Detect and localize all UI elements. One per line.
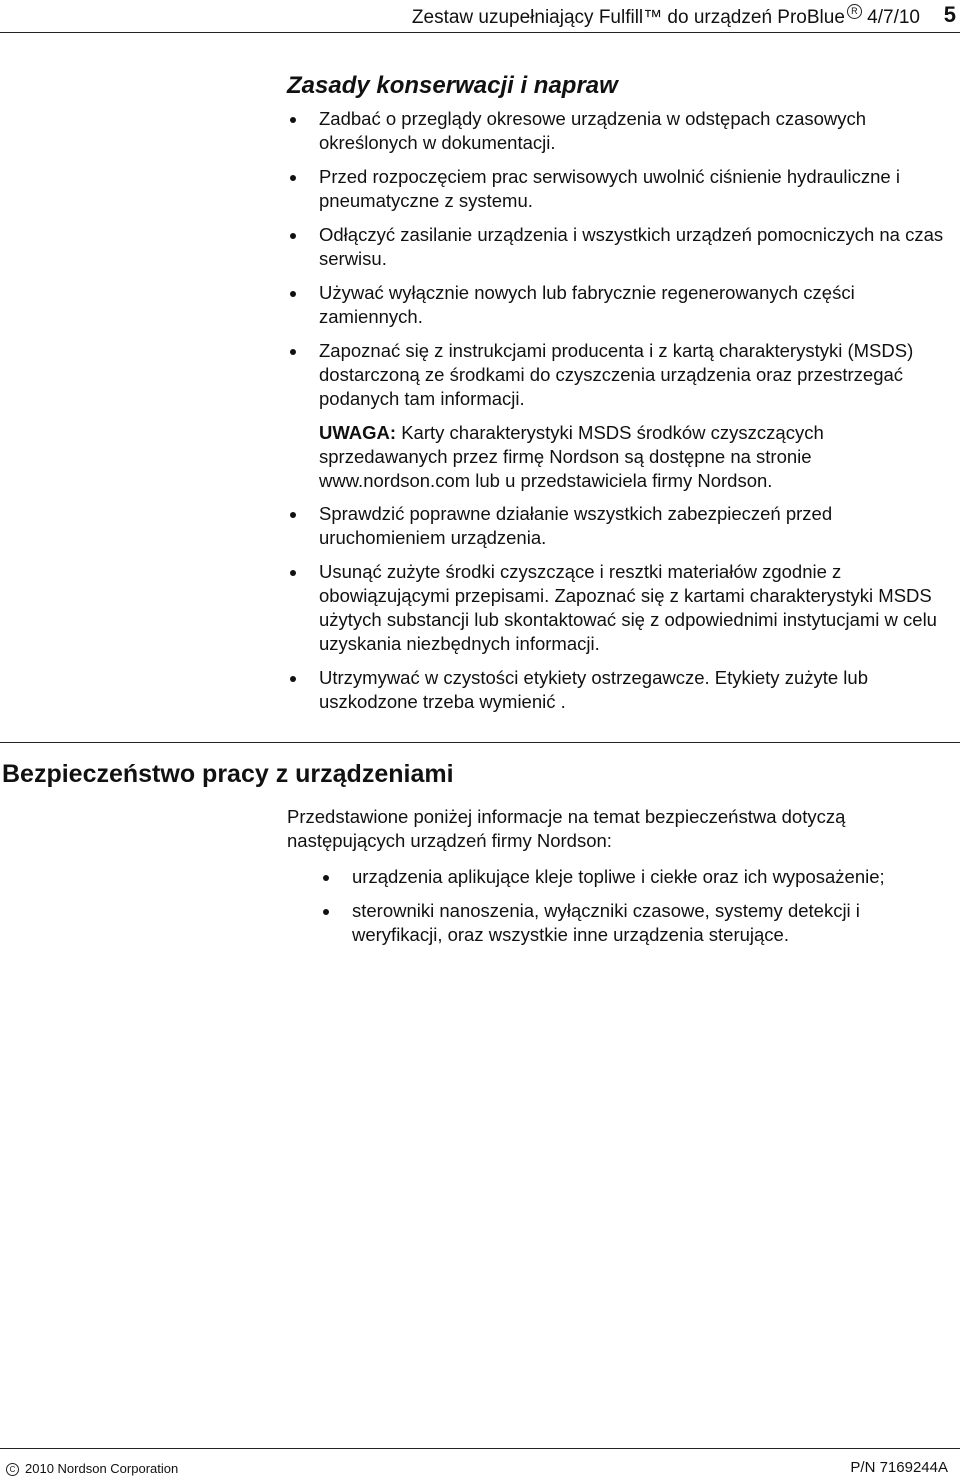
section-intro: Przedstawione poniżej informacje na temat bezpieczeństwa dotyczą następujących urządzeń firmy Nordson: bbox=[287, 806, 846, 851]
bullet-icon bbox=[323, 875, 329, 881]
list-item bbox=[320, 865, 950, 889]
section-divider bbox=[0, 742, 960, 743]
footer-divider bbox=[0, 1448, 960, 1449]
maintenance-list bbox=[287, 107, 955, 493]
page-number: 5 bbox=[943, 2, 956, 27]
list-item-text: Sprawdzić poprawne działanie wszystkich zabezpieczeń przed uruchomieniem urządzenia. bbox=[319, 503, 833, 548]
list-item-text: Zadbać o przeglądy okresowe urządzenia w odstępach czasowych określonych w dokumentacji. bbox=[319, 108, 867, 153]
list-item-text: Utrzymywać w czystości etykiety ostrzegawcze. Etykiety zużyte lub uszkodzone trzeba wymienić . bbox=[319, 667, 868, 712]
header-title-line bbox=[412, 4, 920, 29]
bullet-icon bbox=[290, 117, 296, 123]
list-item-text: urządzenia aplikujące kleje topliwe i ciekłe oraz ich wyposażenie; bbox=[352, 866, 885, 887]
maintenance-list-continued bbox=[287, 502, 955, 714]
list-item bbox=[287, 165, 955, 213]
list-item bbox=[287, 107, 955, 155]
list-item-text: Odłączyć zasilanie urządzenia i wszystkich urządzeń pomocniczych na czas serwisu. bbox=[319, 224, 944, 269]
list-item bbox=[287, 560, 955, 656]
registered-mark: R bbox=[847, 4, 862, 19]
bullet-icon bbox=[290, 676, 296, 682]
header-date: 4/7/10 bbox=[867, 7, 920, 28]
bullet-icon bbox=[290, 349, 296, 355]
list-item bbox=[287, 666, 955, 714]
list-item-text: sterowniki nanoszenia, wyłączniki czasowe, systemy detekcji i weryfikacji, oraz wszystkie inne urządzenia sterujące. bbox=[352, 900, 860, 945]
list-item bbox=[320, 899, 950, 947]
list-item-text: Używać wyłącznie nowych lub fabrycznie regenerowanych części zamiennych. bbox=[319, 282, 855, 327]
note-text: Karty charakterystyki MSDS środków czyszczących sprzedawanych przez firmę Nordson są dostępne na stronie www.nordson.com lub u przedstawiciela firmy Nordson. bbox=[319, 422, 824, 491]
bullet-icon bbox=[290, 175, 296, 181]
copyright-text: 2010 Nordson Corporation bbox=[25, 1461, 179, 1476]
bullet-icon bbox=[323, 909, 329, 915]
note-block bbox=[319, 421, 955, 493]
section-title-maintenance: Zasady konserwacji i napraw bbox=[287, 72, 618, 99]
list-item bbox=[287, 339, 955, 493]
note-label: UWAGA: bbox=[319, 422, 397, 443]
list-item-text: Zapoznać się z instrukcjami producenta i z kartą charakterystyki (MSDS) dostarczoną ze środkami do czyszczenia urządzenia oraz przestrzegać podanych tam informacji. bbox=[319, 340, 914, 409]
equipment-list bbox=[320, 865, 950, 947]
bullet-icon bbox=[290, 512, 296, 518]
page-header bbox=[0, 0, 960, 33]
list-item-text: Przed rozpoczęciem prac serwisowych uwolnić ciśnienie hydrauliczne i pneumatyczne z systemu. bbox=[319, 166, 900, 211]
list-item-text: Usunąć zużyte środki czyszczące i resztki materiałów zgodnie z obowiązującymi przepisami. Zapoznać się z kartami charakterystyki MSDS użytych substancji lub skontaktować się z odpowiednimi instytucjami w celu uzyskania niezbędnych informacji. bbox=[319, 561, 937, 654]
list-item bbox=[287, 502, 955, 550]
bullet-icon bbox=[290, 233, 296, 239]
copyright-mark: C bbox=[6, 1463, 19, 1476]
section-title-equipment-safety: Bezpieczeństwo pracy z urządzeniami bbox=[2, 760, 454, 788]
list-item bbox=[287, 223, 955, 271]
footer-part-number: P/N 7169244A bbox=[850, 1459, 948, 1476]
header-title: Zestaw uzupełniający Fulfill™ do urządzeń ProBlue bbox=[411, 7, 845, 28]
footer-copyright bbox=[6, 1461, 178, 1476]
bullet-icon bbox=[290, 570, 296, 576]
bullet-icon bbox=[290, 291, 296, 297]
list-item bbox=[287, 281, 955, 329]
